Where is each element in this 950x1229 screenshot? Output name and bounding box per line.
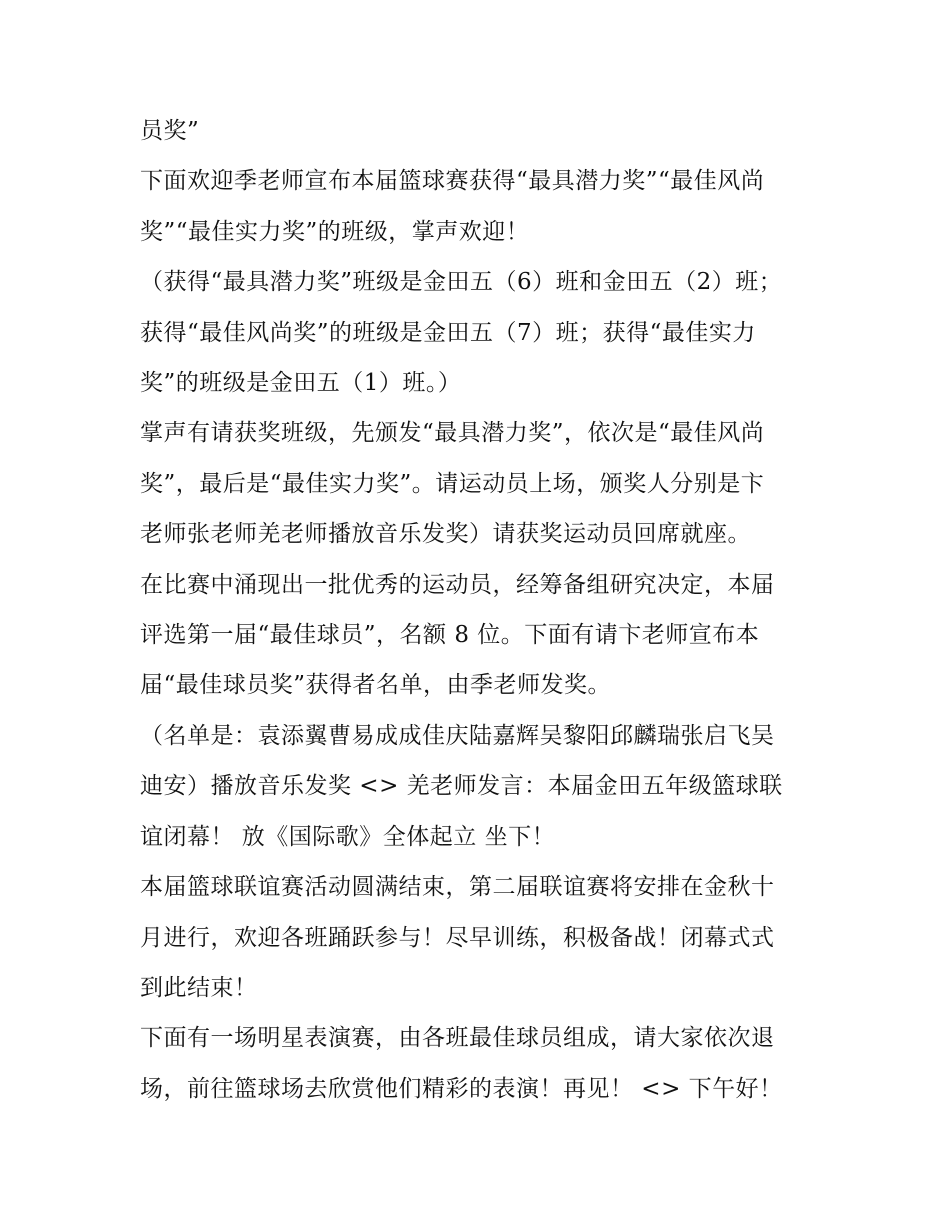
document-body xyxy=(140,106,830,1114)
text-line: 月进行，欢迎各班踊跃参与！尽早训练，积极备战！闭幕式式 xyxy=(140,924,775,951)
text-line: 奖”，最后是“最佳实力奖”。请运动员上场，颁奖人分别是卞 xyxy=(140,470,765,497)
text-line: 迪安）播放音乐发奖 <> 羌老师发言：本届金田五年级篮球联 xyxy=(140,773,783,800)
text-line: 老师张老师羌老师播放音乐发奖）请获奖运动员回席就座。 xyxy=(140,521,751,548)
text-line: 掌声有请获奖班级，先颁发“最具潜力奖”，依次是“最佳风尚 xyxy=(140,420,765,447)
text-line: 届“最佳球员奖”获得者名单，由季老师发奖。 xyxy=(140,672,612,699)
text-line: 奖”的班级是金田五（1）班。） xyxy=(140,370,462,397)
text-line: （获得“最具潜力奖”班级是金田五（6）班和金田五（2）班； xyxy=(140,269,783,296)
text-line: （名单是：袁添翼曹易成成佳庆陆嘉辉吴黎阳邱麟瑞张启飞吴 xyxy=(140,722,775,749)
text-line: 在比赛中涌现出一批优秀的运动员，经筹备组研究决定，本届 xyxy=(140,571,775,598)
text-line: 到此结束！ xyxy=(140,974,258,1001)
text-line: 下面有一场明星表演赛，由各班最佳球员组成，请大家依次退 xyxy=(140,1025,775,1052)
text-line: 奖”“最佳实力奖”的班级，掌声欢迎！ xyxy=(140,218,530,245)
text-line: 员奖” xyxy=(140,118,200,144)
text-line: 评选第一届“最佳球员”，名额 8 位。下面有请卞老师宣布本 xyxy=(140,622,760,649)
text-line: 场，前往篮球场去欣赏他们精彩的表演！再见！ <> 下午好！ xyxy=(140,1075,783,1102)
text-line: 下面欢迎季老师宣布本届篮球赛获得“最具潜力奖”“最佳风尚 xyxy=(140,168,765,195)
text-line: 获得“最佳风尚奖”的班级是金田五（7）班；获得“最佳实力 xyxy=(140,319,756,346)
text-line: 本届篮球联谊赛活动圆满结束，第二届联谊赛将安排在金秋十 xyxy=(140,874,775,901)
text-line: 谊闭幕！ 放《国际歌》全体起立 坐下！ xyxy=(140,823,556,850)
